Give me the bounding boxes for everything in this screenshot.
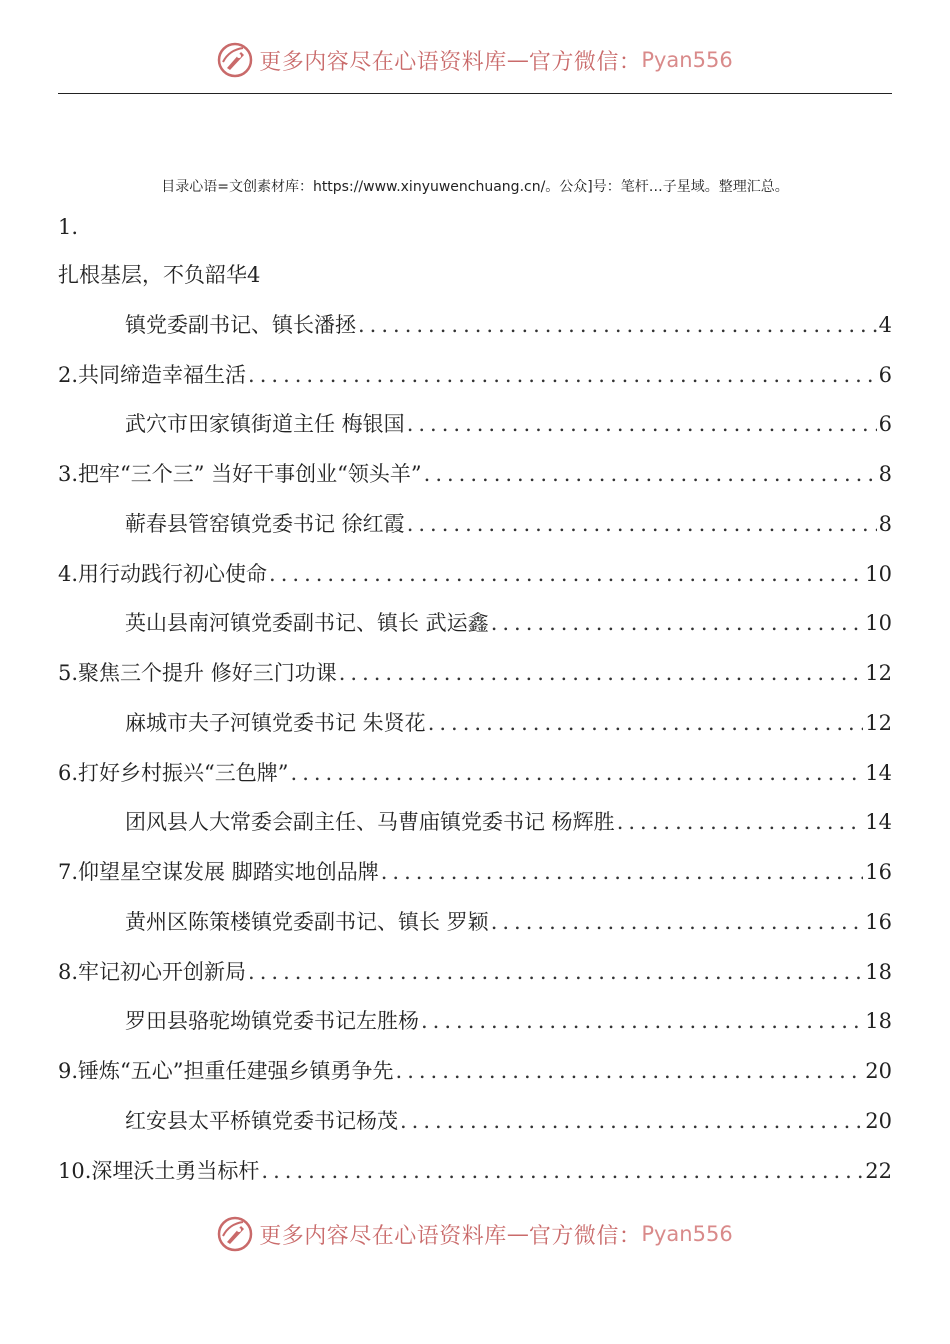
toc-entry[interactable] [125, 607, 892, 639]
toc-leader [491, 607, 864, 639]
toc-heading-title: 扎根基层，不负韶华4 [58, 263, 261, 287]
toc-leader [381, 856, 864, 888]
toc-entry-text: 蕲春县管窑镇党委书记 徐红霞 [125, 512, 405, 536]
source-note: 目录心语=文创素材库：https://www.xinyuwenchuang.cn/。公众]号：笔杆…子星域。整理汇总。 [161, 179, 789, 195]
toc-entry[interactable] [125, 707, 892, 739]
toc-entry[interactable] [125, 1005, 892, 1037]
toc-entry-page: 12 [865, 711, 892, 735]
toc-leader [407, 508, 877, 540]
header-banner [0, 40, 950, 80]
toc-heading-number: 1. [58, 215, 79, 239]
toc-entry[interactable] [125, 806, 892, 838]
toc-entry[interactable] [125, 508, 892, 540]
toc-leader [261, 1155, 863, 1187]
toc-entry-page: 8 [878, 512, 892, 536]
toc-entry-page: 4 [878, 313, 892, 337]
toc-leader [269, 558, 863, 590]
toc-entry-text: 8.牢记初心开创新局 [58, 960, 247, 984]
toc-leader [407, 408, 877, 440]
toc-entry-text: 英山县南河镇党委副书记、镇长 武运鑫 [125, 611, 489, 635]
toc-entry-page: 10 [865, 562, 892, 586]
toc-leader [491, 906, 864, 938]
toc-entry-text: 4.用行动践行初心使命 [58, 562, 268, 586]
toc-entry-page: 10 [865, 611, 892, 635]
toc-entry-text: 9.锤炼“五心”担重任建强乡镇勇争先 [58, 1059, 394, 1083]
toc-entry-text: 罗田县骆驼坳镇党委书记左胜杨 [125, 1009, 419, 1033]
toc-leader [339, 657, 864, 689]
toc-entry[interactable] [58, 1155, 892, 1187]
toc-leader [424, 458, 877, 490]
toc-entry[interactable] [125, 309, 892, 341]
toc-entry[interactable] [58, 757, 892, 789]
toc-leader [248, 359, 877, 391]
toc-entry-text: 麻城市夫子河镇党委书记 朱贤花 [125, 711, 426, 735]
toc-entry-text: 2.共同缔造幸福生活 [58, 363, 247, 387]
toc-entry[interactable] [58, 558, 892, 590]
toc-leader [400, 1105, 863, 1137]
toc-entry[interactable] [58, 1055, 892, 1087]
toc-entry-page: 20 [865, 1059, 892, 1083]
footer-banner [0, 1214, 950, 1254]
pen-nib-logo-icon [217, 1216, 253, 1252]
toc-entry-page: 6 [878, 363, 892, 387]
toc-leader [396, 1055, 864, 1087]
toc-entry-text: 7.仰望星空谋发展 脚踏实地创品牌 [58, 860, 379, 884]
toc-entry-text: 团风县人大常委会副主任、马曹庙镇党委书记 杨辉胜 [125, 810, 615, 834]
toc-entry-page: 18 [865, 960, 892, 984]
toc-entry-text: 5.聚焦三个提升 修好三门功课 [58, 661, 337, 685]
toc-leader [291, 757, 864, 789]
toc-entry-page: 6 [878, 412, 892, 436]
toc-entry-text: 武穴市田家镇街道主任 梅银国 [125, 412, 405, 436]
banner-wechat-label: 官方微信： [528, 49, 642, 75]
banner-text: 更多内容尽在心语资料库 [259, 1223, 507, 1249]
toc-entry[interactable] [125, 408, 892, 440]
toc-entry-text: 镇党委副书记、镇长潘拯 [125, 313, 356, 337]
toc-entry-text: 3.把牢“三个三” 当好干事创业“领头羊” [58, 462, 422, 486]
header-rule [58, 93, 892, 94]
toc-entry-page: 22 [865, 1159, 892, 1183]
toc-leader [248, 956, 863, 988]
toc-entry-page: 20 [865, 1109, 892, 1133]
toc-entry-page: 8 [878, 462, 892, 486]
banner-wechat-label: 官方微信： [528, 1223, 642, 1249]
toc-leader [358, 309, 877, 341]
toc-entry-text: 6.打好乡村振兴“三色牌” [58, 761, 289, 785]
toc-entry[interactable] [58, 956, 892, 988]
toc-leader [617, 806, 864, 838]
toc-entry[interactable] [58, 458, 892, 490]
toc-entry-page: 12 [865, 661, 892, 685]
toc-entry-text: 黄州区陈策楼镇党委副书记、镇长 罗颖 [125, 910, 489, 934]
banner-text: 更多内容尽在心语资料库 [259, 49, 507, 75]
toc-entry-page: 14 [865, 810, 892, 834]
toc-entry-page: 16 [865, 860, 892, 884]
toc-entry[interactable] [58, 359, 892, 391]
toc-entry-page: 14 [865, 761, 892, 785]
banner-wechat-id: Pyan556 [641, 48, 733, 72]
banner-separator: — [506, 47, 529, 73]
toc-leader [428, 707, 864, 739]
toc-entry[interactable] [125, 906, 892, 938]
toc-entry-page: 16 [865, 910, 892, 934]
toc-entry-text: 10.深埋沃土勇当标杆 [58, 1159, 260, 1183]
banner-separator: — [506, 1221, 529, 1247]
pen-nib-logo-icon [217, 42, 253, 78]
toc-entry-page: 18 [865, 1009, 892, 1033]
toc-entry[interactable] [58, 856, 892, 888]
toc-entry[interactable] [125, 1105, 892, 1137]
toc-entry-text: 红安县太平桥镇党委书记杨茂 [125, 1109, 398, 1133]
toc-leader [421, 1005, 863, 1037]
banner-wechat-id: Pyan556 [641, 1222, 733, 1246]
toc-entry[interactable] [58, 657, 892, 689]
